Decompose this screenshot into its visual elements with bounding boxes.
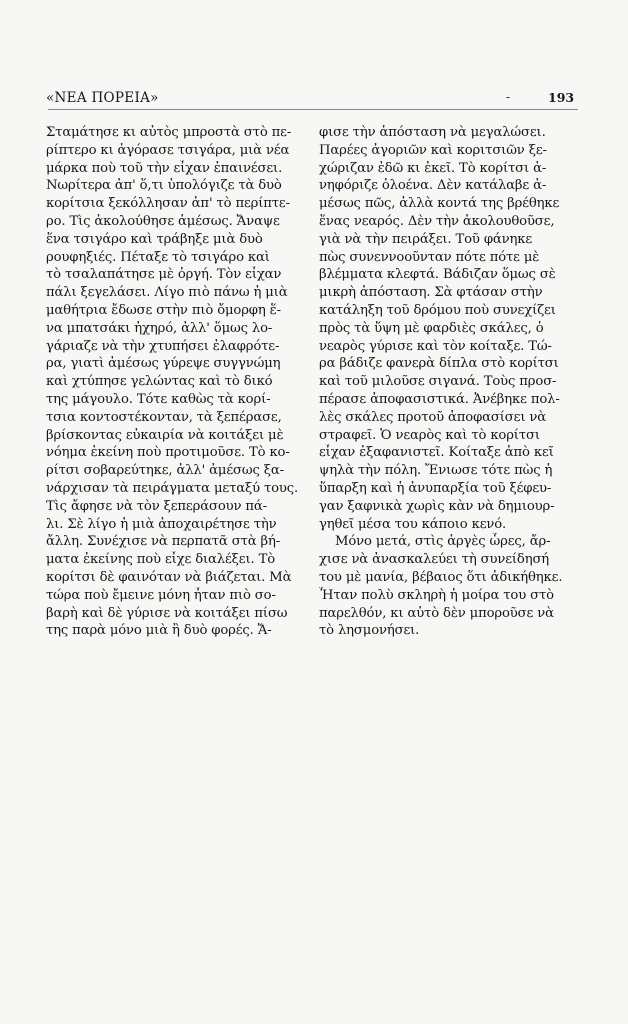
- text-line: πάλι ξεγελάσει. Λίγο πιὸ πάνω ἡ μιὰ: [46, 285, 288, 301]
- text-line: ρίπτερο κι ἀγόρασε τσιγάρα, μιὰ νέα: [46, 142, 290, 158]
- text-line: πέρασε ἀποφασιστικά. Ἀνέβηκε πολ-: [319, 391, 560, 407]
- text-column-right: [319, 124, 573, 640]
- text-line: κορίτσια ξεκόλλησαν ἀπ' τὸ περίπτε-: [46, 196, 290, 212]
- text-line: ρίτσι σοβαρεύτηκε, ἀλλ' ἀμέσως ξα-: [46, 463, 284, 479]
- text-line: γάριαζε νὰ τὴν χτυπήσει ἐλαφρότε-: [46, 338, 280, 354]
- text-line: ἕνα τσιγάρο καὶ τράβηξε μιὰ δυὸ: [46, 231, 263, 247]
- text-line: ρουφηξιές. Πέταξε τὸ τσιγάρο καὶ: [46, 249, 270, 265]
- text-line: ρα βάδιζε φανερὰ δίπλα στὸ κορίτσι: [319, 356, 559, 372]
- text-line: παρελθόν, κι αὐτὸ δὲν μποροῦσε νὰ: [319, 605, 554, 621]
- text-line: στραφεῖ. Ὁ νεαρὸς καὶ τὸ κορίτσι: [319, 427, 540, 443]
- text-line: γαν ξαφνικὰ χωρὶς κὰν νὰ δημιουρ-: [319, 498, 555, 514]
- text-line: τὸ λησμονήσει.: [319, 623, 420, 639]
- text-line: λὲς σκάλες προτοῦ ἀποφασίσει νὰ: [319, 409, 547, 425]
- text-line: Νωρίτερα ἀπ' ὅ,τι ὑπολόγιζε τὰ δυὸ: [46, 178, 282, 194]
- header-rule: [48, 109, 578, 110]
- text-line: βαρὴ καὶ δὲ γύρισε νὰ κοιτάξει πίσω: [46, 605, 288, 621]
- running-header-title: «ΝΕΑ ΠΟΡΕΙΑ»: [46, 90, 159, 106]
- text-line: ρο. Τὶς ἀκολούθησε ἀμέσως. Ἄναψε: [46, 213, 280, 229]
- text-line: νηφόριζε ὁλοένα. Δὲν κατάλαβε ἀ-: [319, 178, 547, 194]
- text-line: βλέμματα κλεφτά. Βάδιζαν ὅμως σὲ: [319, 267, 556, 283]
- text-line: γηθεῖ μέσα του κάποιο κενό.: [319, 516, 507, 532]
- text-line: της μάγουλο. Τότε καθὼς τὰ κορί-: [46, 391, 271, 407]
- text-line: ὕπαρξη καὶ ἡ ἀνυπαρξία τοῦ ξέφευ-: [319, 480, 552, 496]
- text-line: ἄλλη. Συνέχισε νὰ περπατᾶ στὰ βή-: [46, 534, 281, 550]
- text-line: της παρὰ μόνο μιὰ ἢ δυὸ φορές. Ἄ-: [46, 623, 272, 639]
- text-line: του μὲ μανία, βέβαιος ὅτι ἀδικήθηκε.: [319, 569, 563, 585]
- text-line: βρίσκοντας εὐκαιρία νὰ κοιτάξει μὲ: [46, 427, 284, 443]
- text-line: ρα, γιατὶ ἀμέσως γύρεψε συγγνώμη: [46, 356, 281, 372]
- text-line: Μόνο μετά, στὶς ἀργὲς ὧρες, ἄρ-: [335, 534, 551, 550]
- text-line: ματα ἐκείνης ποὺ εἶχε διαλέξει. Τὸ: [46, 552, 276, 568]
- text-line: εἶχαν ἐξαφανιστεῖ. Κοίταξε ἀπὸ κεῖ: [319, 445, 554, 461]
- text-line: νάρχισαν τὰ πειράγματα μεταξύ τους.: [46, 480, 299, 496]
- text-line: μάρκα ποὺ τοῦ τὴν εἶχαν ἐπαινέσει.: [46, 160, 283, 176]
- text-line: ψηλὰ τὴν πόλη. Ἔνιωσε τότε πὼς ἡ: [319, 463, 553, 479]
- text-line: πρὸς τὰ ὕψη μὲ φαρδιὲς σκάλες, ὁ: [319, 320, 544, 336]
- text-line: ἕνας νεαρός. Δὲν τὴν ἀκολουθοῦσε,: [319, 213, 555, 229]
- text-line: τὸ τσαλαπάτησε μὲ ὀργή. Τὸν εἶχαν: [46, 267, 282, 283]
- text-line: Παρέες ἀγοριῶν καὶ κοριτσιῶν ξε-: [319, 142, 547, 158]
- text-line: φισε τὴν ἀπόσταση νὰ μεγαλώσει.: [319, 125, 546, 140]
- text-line: χώριζαν ἐδῶ κι ἐκεῖ. Τὸ κορίτσι ἀ-: [319, 160, 547, 176]
- text-line: να μπατσάκι ἠχηρό, ἀλλ' ὅμως λο-: [46, 320, 273, 336]
- text-line: πὼς συνεννοοῦνταν πότε πότε μὲ: [319, 249, 540, 265]
- text-line: νόημα ἐκείνη ποὺ προτιμοῦσε. Τὸ κο-: [46, 445, 290, 461]
- text-line: χισε νὰ ἀνασκαλεύει τὴ συνείδησή: [319, 552, 550, 568]
- text-line: τσια κοντοστέκονταν, τὰ ξεπέρασε,: [46, 409, 282, 425]
- text-line: μαθήτρια ἔδωσε στὴν πιὸ ὄμορφη ἕ-: [46, 302, 281, 318]
- header-mark: -: [506, 90, 511, 104]
- text-line: τώρα ποὺ ἔμεινε μόνη ἦταν πιὸ σο-: [46, 587, 276, 603]
- text-line: μικρὴ ἀπόσταση. Σὰ φτάσαν στὴν: [319, 285, 543, 301]
- text-line: Σταμάτησε κι αὐτὸς μπροστὰ στὸ πε-: [46, 125, 292, 140]
- page-number: 193: [548, 90, 575, 105]
- text-line: γιὰ νὰ τὴν πειράξει. Τοῦ φάνηκε: [319, 231, 533, 247]
- text-line: νεαρὸς γύρισε καὶ τὸν κοίταξε. Τώ-: [319, 338, 552, 354]
- text-line: μέσως πῶς, ἀλλὰ κοντά της βρέθηκε: [319, 196, 560, 212]
- text-line: κατάληξη τοῦ δρόμου ποὺ συνεχίζει: [319, 302, 556, 318]
- text-line: καὶ τοῦ μιλοῦσε σιγανά. Τοὺς προσ-: [319, 374, 557, 390]
- text-line: λι. Σὲ λίγο ἡ μιὰ ἀποχαιρέτησε τὴν: [46, 516, 277, 532]
- text-line: Τὶς ἄφησε νὰ τὸν ξεπεράσουν πά-: [46, 498, 267, 514]
- text-line: Ἦταν πολὺ σκληρὴ ἡ μοίρα του στὸ: [319, 587, 554, 603]
- text-line: κορίτσι δὲ φαινόταν νὰ βιάζεται. Μὰ: [46, 569, 292, 585]
- text-line: καὶ χτύπησε γελώντας καὶ τὸ δικό: [46, 374, 273, 390]
- text-column-left: [46, 124, 300, 640]
